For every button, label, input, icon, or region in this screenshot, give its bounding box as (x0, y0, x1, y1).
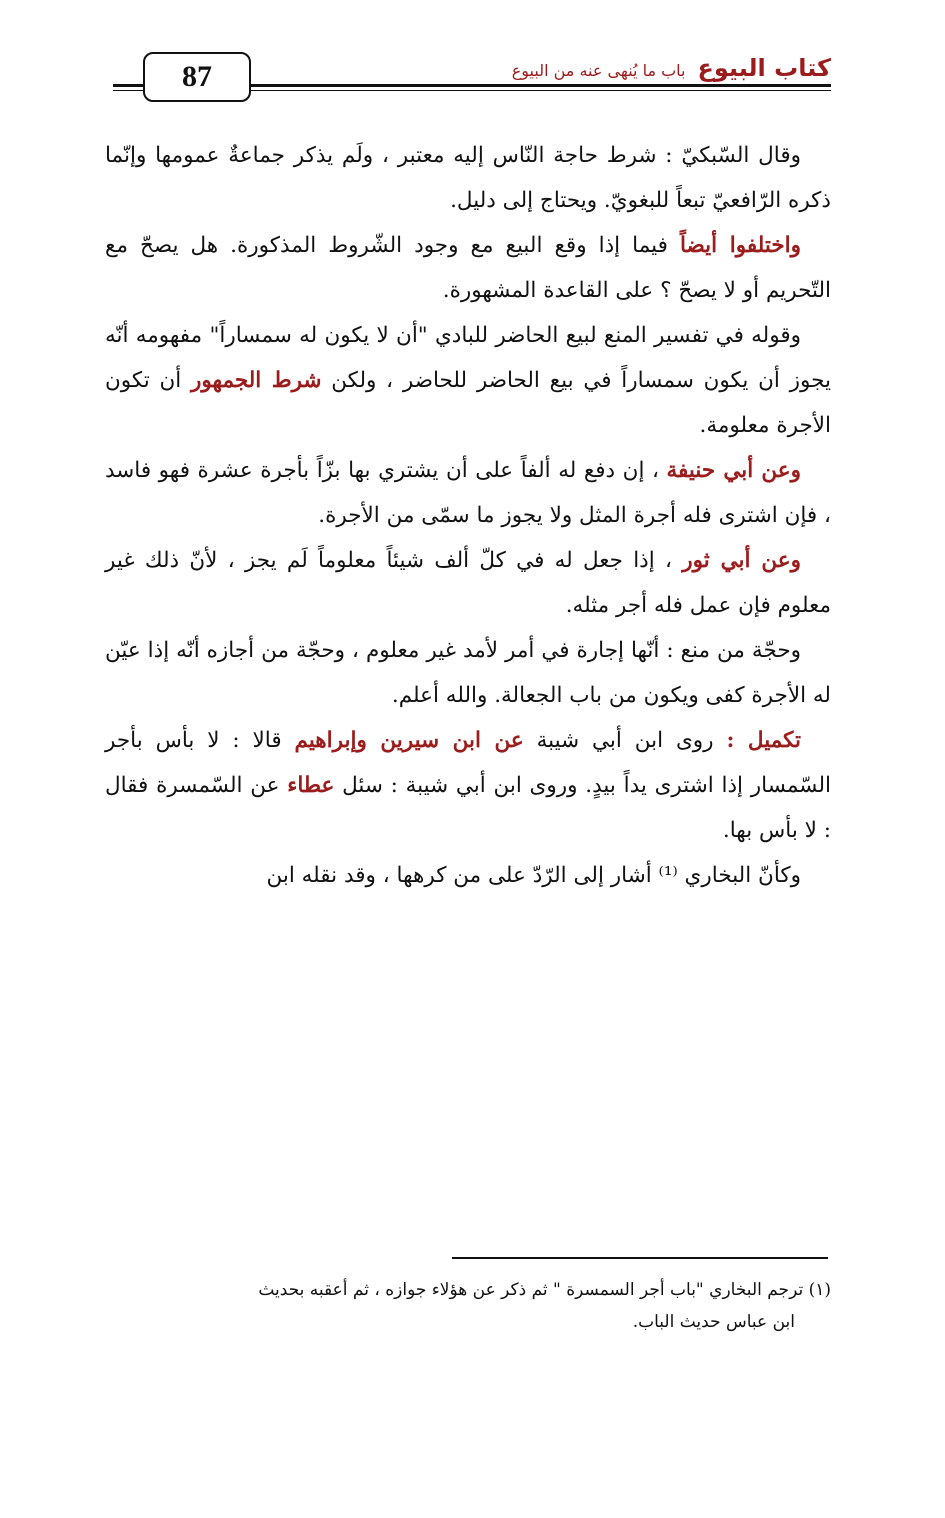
highlight-segment: وعن أبي حنيفة (666, 458, 801, 483)
footnote-line-1: (١) ترجم البخاري "باب أجر السمسرة " ثم ذكر عن هؤلاء جوازه ، ثم أعقبه بحديث (258, 1280, 831, 1300)
text-segment: فيما إذا وقع البيع مع وجود الشّروط المذكورة. هل يصحّ مع التّحريم أو لا يصحّ ؟ على القاعدة المشهورة. (105, 233, 831, 303)
text-segment: وكأنّ البخاري ⁽¹⁾ أشار إلى الرّدّ على من كرهها ، وقد نقله ابن (266, 863, 801, 888)
text-segment: ، إن دفع له ألفاً على أن يشتري بها بزّاً بأجرة عشرة فهو فاسد ، فإن اشترى فله أجرة المثل ولا يجوز ما سمّى من الأجرة. (105, 458, 831, 528)
page-number: 87 (143, 52, 251, 102)
paragraph-3 (105, 313, 831, 448)
main-text (105, 133, 831, 898)
paragraph-5 (105, 538, 831, 628)
footnote (105, 1274, 831, 1338)
book-title: كتاب البيوع (697, 54, 831, 82)
highlight-segment: عطاء (287, 773, 335, 798)
text-segment: وحجّة من منع : أنّها إجارة في أمر لأمد غير معلوم ، وحجّة من أجازه أنّه إذا عيّن له الأجرة كفى ويكون من باب الجعالة. والله أعلم. (105, 638, 831, 708)
text-segment: وقوله في تفسير المنع لبيع الحاضر للبادي "أن لا يكون له سمساراً" مفهومه أنّه يجوز أن يكون سمساراً في بيع الحاضر للحاضر ، ولكن (105, 323, 831, 393)
paragraph-7 (105, 718, 831, 853)
text-segment: عن السّمسرة فقال : لا بأس بها. (105, 773, 831, 843)
text-segment: روى ابن أبي شيبة (523, 728, 727, 753)
highlight-segment: وعن أبي ثور (682, 548, 801, 573)
page-header (113, 52, 831, 104)
highlight-segment: عن ابن سيرين وإبراهيم (294, 728, 524, 753)
chapter-title: باب ما يُنهى عنه من البيوع (511, 61, 686, 80)
paragraph-4 (105, 448, 831, 538)
highlight-segment: تكميل : (726, 728, 801, 753)
text-segment: ، إذا جعل له في كلّ ألف شيئاً معلوماً لَم يجز ، لأنّ ذلك غير معلوم فإن عمل فله أجر مثله. (105, 548, 831, 618)
footnote-separator (452, 1257, 828, 1259)
highlight-segment: واختلفوا أيضاً (679, 233, 801, 258)
running-title (512, 54, 831, 82)
text-segment: قالا : لا بأس بأجر السّمسار إذا اشترى يداً بيدٍ. وروى ابن أبي شيبة : سئل (105, 728, 832, 798)
text-segment: أن تكون الأجرة معلومة. (105, 368, 831, 438)
text-segment: وقال السّبكيّ : شرط حاجة النّاس إليه معتبر ، ولَم يذكر جماعةٌ عمومها وإنّما ذكره الرّافعيّ تبعاً للبغويّ. ويحتاج إلى دليل. (105, 143, 831, 213)
paragraph-1 (105, 133, 831, 223)
paragraph-8 (105, 853, 831, 898)
paragraph-6 (105, 628, 831, 718)
paragraph-2 (105, 223, 831, 313)
highlight-segment: شرط الجمهور (191, 368, 322, 393)
footnote-line-2: ابن عباس حديث الباب. (632, 1312, 795, 1332)
